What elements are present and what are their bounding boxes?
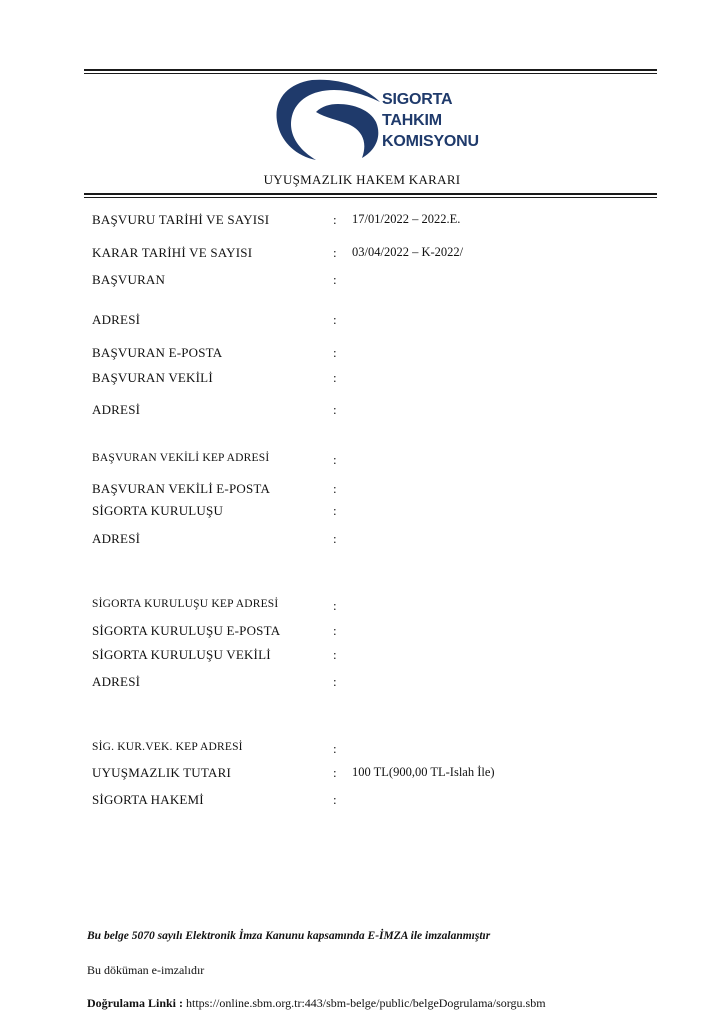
field-label-applicant: BAŞVURAN [92,272,166,287]
verification-label: Doğrulama Linki : [87,996,184,1010]
verification-link[interactable]: https://online.sbm.org.tr:443/sbm-belge/public/belgeDogrulama/sorgu.sbm [186,996,546,1010]
field-label-insurance-email: SİGORTA KURULUŞU E-POSTA [92,623,281,638]
field-label-insurance-attorney: SİGORTA KURULUŞU VEKİLİ [92,647,271,662]
header-bottom-rule [84,193,657,195]
field-label-attorney-kep: BAŞVURAN VEKİLİ KEP ADRESİ [92,452,270,464]
logo-line: SIGORTA [382,91,453,108]
field-label-insurance-address: ADRESİ [92,531,141,546]
field-colon: : [333,345,337,360]
logo-line: TAHKIM [382,112,442,129]
field-label-applicant-address: ADRESİ [92,312,141,327]
field-value-dispute-amount: 100 TL(900,00 TL-Islah İle) [352,765,495,779]
field-colon: : [333,272,337,287]
field-colon: : [333,741,337,756]
field-colon: : [333,623,337,638]
field-colon: : [333,503,337,518]
top-rule [84,69,657,71]
field-label-decision-date: KARAR TARİHİ VE SAYISI [92,245,253,260]
header-bottom-rule-thin [84,197,657,198]
field-value-decision-date: 03/04/2022 – K-2022/ [352,245,464,259]
field-label-application-date: BAŞVURU TARİHİ VE SAYISI [92,212,270,227]
field-colon: : [333,647,337,662]
field-label-insurance-arbitrator: SİGORTA HAKEMİ [92,792,204,807]
top-rule-thin [84,73,657,74]
field-colon: : [333,792,337,807]
field-colon: : [333,370,337,385]
field-colon: : [333,312,337,327]
field-colon: : [333,212,337,227]
esign-status: Bu döküman e-imzalıdır [87,963,205,977]
document-title: UYUŞMAZLIK HAKEM KARARI [263,172,461,187]
field-label-insurance-attorney-kep: SİG. KUR.VEK. KEP ADRESİ [92,741,243,753]
field-label-insurance-kep: SİGORTA KURULUŞU KEP ADRESİ [92,598,279,610]
verification-line [87,996,546,1011]
logo-wordmark [382,89,479,152]
field-value-application-date: 17/01/2022 – 2022.E. [352,212,461,226]
field-colon: : [333,402,337,417]
field-label-dispute-amount: UYUŞMAZLIK TUTARI [92,765,231,780]
field-colon: : [333,674,337,689]
field-colon: : [333,531,337,546]
field-label-applicant-attorney: BAŞVURAN VEKİLİ [92,370,213,385]
field-colon: : [333,765,337,780]
field-colon: : [333,481,337,496]
logo-line: KOMISYONU [382,133,479,150]
field-colon: : [333,245,337,260]
esignature-notice: Bu belge 5070 sayılı Elektronik İmza Kanunu kapsamında E-İMZA ile imzalanmıştır [87,930,491,942]
field-label-attorney-address: ADRESİ [92,402,141,417]
field-label-applicant-email: BAŞVURAN E-POSTA [92,345,223,360]
field-label-insurance-attorney-address: ADRESİ [92,674,141,689]
field-colon: : [333,598,337,613]
field-colon: : [333,452,337,467]
field-label-insurance-company: SİGORTA KURULUŞU [92,503,224,518]
field-label-attorney-email: BAŞVURAN VEKİLİ E-POSTA [92,481,271,496]
